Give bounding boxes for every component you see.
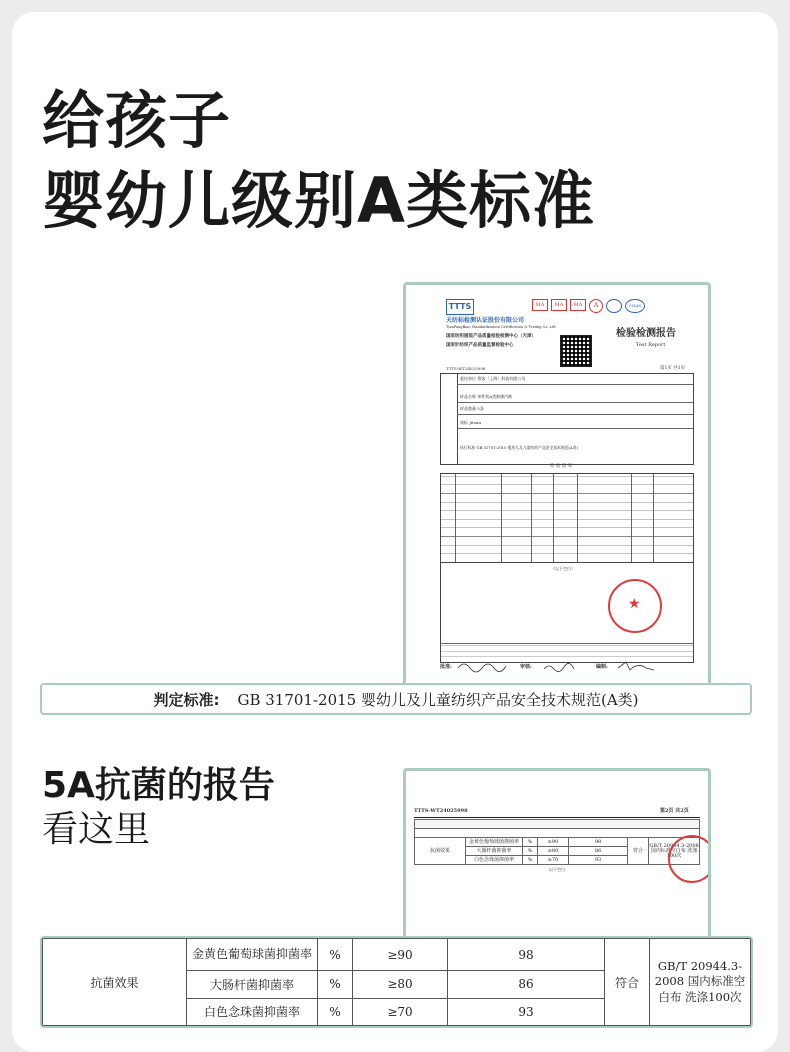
report-title-cn: 检验检测报告 xyxy=(616,328,676,339)
client-name: 慕客（上海）科技有限公司 xyxy=(477,376,526,381)
report-title-en: Test Report xyxy=(636,342,666,348)
table-cell-result: 93 xyxy=(448,998,605,1026)
review-label: 审核: xyxy=(520,664,532,670)
approver-signature-icon xyxy=(456,659,516,673)
cma-badge-icon: MA xyxy=(551,299,567,311)
test-method: GB/T 20944.3-2008 国内标准空白布 洗涤100次 xyxy=(650,939,751,1026)
table-cell-unit: % xyxy=(318,971,353,999)
table-cell-requirement: ≥90 xyxy=(353,939,448,971)
mini-results-table: 抗菌效果 金黄色葡萄球菌抑菌率 % ≥90 98 符合 GB/T 20944.3-2008 国内标准空白布 洗涤100次 大肠杆菌抑菌率 % ≥80 86 白色念珠菌抑菌率 % ≥70 93 以下空白 xyxy=(414,819,700,872)
sample-info-table: 委托单位 慕客（上海）科技有限公司 样品名称 单件装A类抑菌内裤 样品数量 5条 商标 Jitsuu 执行标准 GB 31701-2015 婴幼儿及儿童纺织产品安全技术规范(A类) xyxy=(440,373,694,465)
official-seal-icon xyxy=(668,835,711,883)
headline-line1: 给孩子 xyxy=(42,84,232,157)
effect-label: 抗菌效果 xyxy=(43,939,187,1026)
report2-page-indicator: 第2页 共2页 xyxy=(660,808,689,814)
cma-badge-icon: MA xyxy=(532,299,548,311)
test-report-image[interactable] xyxy=(403,282,711,688)
report2-blank-note: 以下空白 xyxy=(549,867,565,872)
table-cell-result: 86 xyxy=(448,971,605,999)
ilac-badge-icon xyxy=(606,299,622,313)
blank-note: （以下空白） xyxy=(551,566,575,571)
ttts-logo-icon: TTTS xyxy=(446,299,474,315)
center-name-1: 国家纺织服装产品质量检验检测中心（天津） xyxy=(446,334,536,339)
brand-name: Jitsuu xyxy=(469,420,481,425)
reviewer-signature-icon xyxy=(542,661,582,673)
section2-subtitle: 看这里 xyxy=(42,809,151,850)
approve-label: 批准: xyxy=(440,664,452,670)
table-cell-item: 金黄色葡萄球菌抑菌率 xyxy=(187,939,318,971)
report2-number: TTTS-WT24025998 xyxy=(414,808,468,814)
test-report-document xyxy=(420,293,692,677)
sample-quantity: 5条 xyxy=(477,406,484,411)
table-cell-unit: % xyxy=(318,939,353,971)
table-cell-requirement: ≥70 xyxy=(353,998,448,1026)
center-name-2: 国家针纺织产品质量监督检验中心 xyxy=(446,343,514,348)
table-cell-result: 98 xyxy=(448,939,605,971)
compiler-signature-icon xyxy=(616,659,660,673)
org-name-cn: 天纺标检测认证股份有限公司 xyxy=(446,317,525,324)
official-seal-icon xyxy=(608,579,662,633)
table-cell-unit: % xyxy=(318,998,353,1026)
table-cell-requirement: ≥80 xyxy=(353,971,448,999)
star-icon: ★ xyxy=(628,596,641,612)
cal-badge-icon: A xyxy=(589,299,603,313)
results-section-title: 检 验 结 果 xyxy=(550,464,573,469)
verdict: 符合 xyxy=(605,939,650,1026)
standard-label: 判定标准: xyxy=(153,690,220,709)
page-indicator: 第1页 共1页 xyxy=(660,366,686,371)
section2-title: 5A抗菌的报告 xyxy=(42,765,275,806)
sample-name: 单件装A类抑菌内裤 xyxy=(477,394,513,399)
cnas-badge-icon: CNAS xyxy=(625,299,645,313)
table-cell-item: 大肠杆菌抑菌率 xyxy=(187,971,318,999)
antibacterial-results-table xyxy=(40,936,753,1028)
qr-code-icon xyxy=(560,335,592,367)
cma-badge-icon: MA xyxy=(570,299,586,311)
headline-line2: 婴幼儿级别A类标准 xyxy=(42,164,595,237)
org-name-en: TianFangBiao Standardization Certification & Testing Co.,Ltd. xyxy=(446,325,557,329)
report-number: TTTS-WT24025998 xyxy=(446,366,486,371)
standard-text: GB 31701-2015 婴幼儿及儿童纺织产品安全技术规范(A类) xyxy=(237,690,639,709)
antibacterial-report-document xyxy=(412,809,702,919)
standard-bar xyxy=(40,683,752,715)
results-table xyxy=(440,473,694,563)
certification-badges xyxy=(532,299,645,313)
table-cell-item: 白色念珠菌抑菌率 xyxy=(187,998,318,1026)
compile-label: 编制: xyxy=(596,664,608,670)
antibacterial-report-image[interactable] xyxy=(403,768,711,941)
applied-standard: GB 31701-2015 婴幼儿及儿童纺织产品安全技术规范(A类) xyxy=(476,445,578,450)
